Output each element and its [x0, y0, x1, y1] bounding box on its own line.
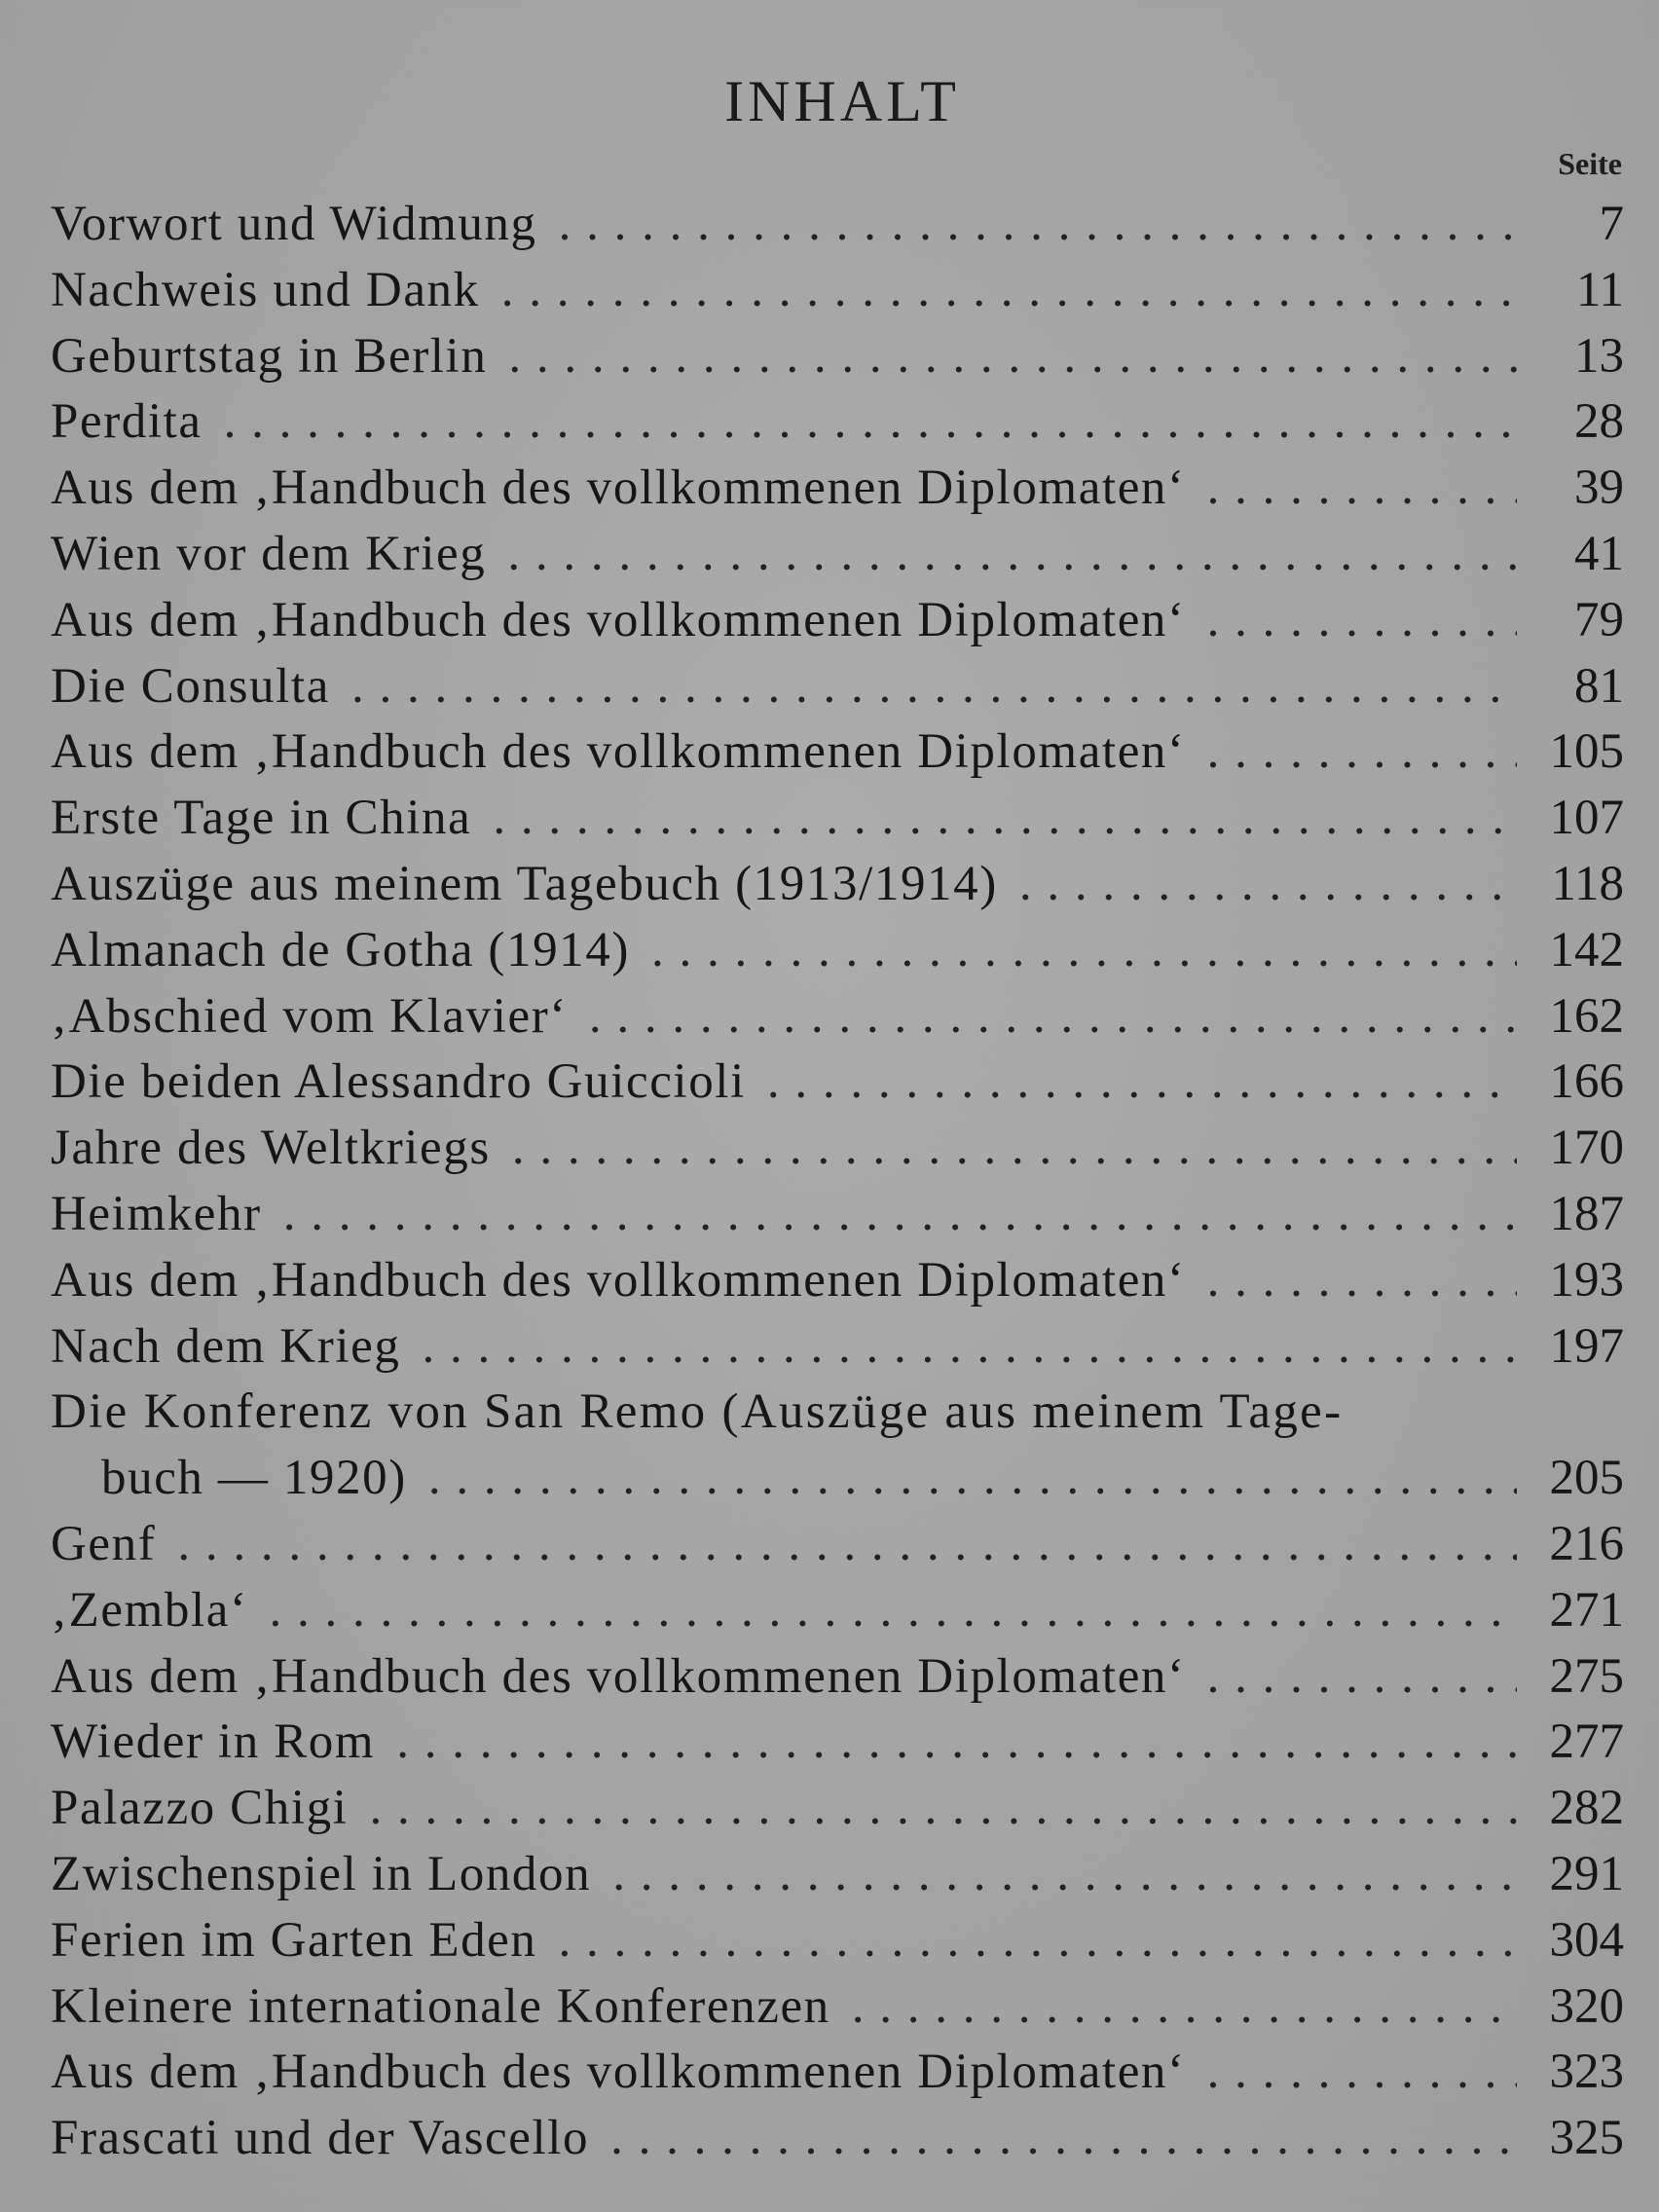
toc-entry [51, 258, 1624, 324]
toc-entry-page: 187 [1549, 1186, 1624, 1241]
toc-entry-title: Die Consulta [51, 658, 330, 714]
dot-leader [1207, 456, 1517, 522]
dot-leader [508, 324, 1517, 390]
toc-entry-page: 28 [1574, 394, 1624, 450]
dot-leader [224, 389, 1517, 456]
toc-entry-page: 216 [1549, 1516, 1624, 1571]
toc-entry [51, 1578, 1624, 1644]
dot-leader [428, 1446, 1517, 1512]
toc-entry-title: Jahre des Weltkriegs [51, 1121, 491, 1176]
toc-entry [51, 654, 1624, 720]
dot-leader [1207, 588, 1517, 654]
toc-entry-title: ‚Abschied vom Klavier‘ [51, 988, 568, 1044]
toc-entry-page: 282 [1549, 1781, 1624, 1836]
toc-entry-page: 193 [1549, 1252, 1624, 1308]
toc-entry [51, 1908, 1624, 1974]
toc-entry-page: 81 [1574, 658, 1624, 714]
toc-entry-page: 170 [1549, 1121, 1624, 1176]
toc-entry-page: 39 [1574, 461, 1624, 516]
toc-entry [51, 1248, 1624, 1314]
toc-entry-page: 271 [1549, 1582, 1624, 1638]
toc-entry-page: 118 [1551, 856, 1624, 911]
dot-leader [507, 522, 1517, 588]
toc-entry-page: 304 [1549, 1912, 1624, 1968]
toc-entry-title: Die beiden Alessandro Guiccioli [51, 1054, 746, 1110]
toc-entry-title: Aus dem ‚Handbuch des vollkommenen Diplomaten‘ [51, 1252, 1186, 1308]
dot-leader [612, 1842, 1517, 1908]
toc-entry-title: Aus dem ‚Handbuch des vollkommenen Diplomaten‘ [51, 1648, 1186, 1704]
toc-entry [51, 192, 1624, 258]
toc-entry [51, 1512, 1624, 1578]
toc-entry [51, 389, 1624, 456]
toc-entry-title: Die Konferenz von San Remo (Auszüge aus meinem Tage- [51, 1384, 1344, 1440]
toc-entry-title: Nach dem Krieg [51, 1318, 401, 1374]
toc-entry-title: Erste Tage in China [51, 791, 472, 846]
table-of-contents [51, 192, 1624, 2172]
dot-leader [1207, 719, 1517, 786]
page-column-header: Seite [1558, 146, 1622, 181]
toc-entry-page: 325 [1549, 2111, 1624, 2166]
toc-entry [51, 2040, 1624, 2106]
dot-leader [559, 1908, 1517, 1974]
toc-entry [51, 1314, 1624, 1381]
dot-leader [270, 1578, 1517, 1644]
dot-leader [1207, 1248, 1517, 1314]
toc-entry-page: 41 [1574, 526, 1624, 581]
toc-entry-page: 197 [1549, 1318, 1624, 1374]
toc-entry-title: Almanach de Gotha (1914) [51, 922, 630, 977]
toc-entry-title: Heimkehr [51, 1186, 262, 1241]
dot-leader [610, 2106, 1517, 2172]
toc-entry-title: Auszüge aus meinem Tagebuch (1913/1914) [51, 856, 998, 911]
dot-leader [422, 1314, 1517, 1381]
dot-leader [283, 1182, 1517, 1248]
toc-entry-page: 162 [1549, 988, 1624, 1044]
toc-entry-title: Zwischenspiel in London [51, 1846, 592, 1901]
toc-entry-title: Nachweis und Dank [51, 262, 480, 317]
toc-entry [51, 1842, 1624, 1908]
toc-entry [51, 456, 1624, 522]
toc-entry-page: 323 [1549, 2045, 1624, 2100]
toc-entry-page: 79 [1574, 592, 1624, 647]
toc-entry [51, 1776, 1624, 1842]
dot-leader [512, 1116, 1517, 1182]
toc-entry [51, 2106, 1624, 2172]
toc-entry [51, 719, 1624, 786]
toc-entry-title: ‚Zembla‘ [51, 1582, 248, 1638]
toc-entry-title-continuation: buch — 1920) [101, 1451, 407, 1506]
dot-leader [177, 1512, 1517, 1578]
toc-entry-page: 166 [1549, 1054, 1624, 1110]
toc-entry-page: 7 [1599, 197, 1624, 251]
toc-entry-continuation [51, 1446, 1624, 1512]
dot-leader [351, 654, 1517, 720]
toc-entry [51, 1710, 1624, 1776]
toc-entry-title: Ferien im Garten Eden [51, 1912, 537, 1968]
toc-entry-title: Frascati und der Vascello [51, 2111, 590, 2166]
toc-entry [51, 1974, 1624, 2041]
dot-leader [501, 258, 1517, 324]
toc-entry-page: 142 [1549, 922, 1624, 977]
dot-leader [493, 786, 1517, 852]
toc-entry [51, 1182, 1624, 1248]
toc-entry-first-line [51, 1380, 1624, 1446]
dot-leader [1019, 852, 1517, 918]
toc-entry [51, 918, 1624, 984]
toc-entry [51, 1050, 1624, 1116]
toc-entry [51, 984, 1624, 1051]
toc-entry-page: 107 [1549, 791, 1624, 846]
toc-entry-title: Vorwort und Widmung [51, 197, 537, 251]
toc-entry [51, 1644, 1624, 1711]
dot-leader [852, 1974, 1517, 2041]
toc-entry-title: Aus dem ‚Handbuch des vollkommenen Diplomaten‘ [51, 2045, 1186, 2100]
toc-entry-title: Kleinere internationale Konferenzen [51, 1978, 830, 2034]
toc-entry-title: Aus dem ‚Handbuch des vollkommenen Diplomaten‘ [51, 461, 1186, 516]
page-title: INHALT [724, 69, 960, 133]
toc-entry-title: Palazzo Chigi [51, 1781, 349, 1836]
toc-entry-title: Perdita [51, 394, 203, 450]
toc-entry-title: Wieder in Rom [51, 1714, 376, 1770]
dot-leader [589, 984, 1517, 1051]
toc-entry-page: 275 [1549, 1648, 1624, 1704]
dot-leader [651, 918, 1517, 984]
toc-entry-title: Wien vor dem Krieg [51, 526, 487, 581]
toc-entry-page: 13 [1574, 328, 1624, 384]
toc-entry-title: Aus dem ‚Handbuch des vollkommenen Diplomaten‘ [51, 592, 1186, 647]
toc-entry [51, 786, 1624, 852]
dot-leader [1207, 1644, 1517, 1711]
toc-entry [51, 522, 1624, 588]
toc-entry [51, 852, 1624, 918]
dot-leader [1207, 2040, 1517, 2106]
toc-entry-page: 11 [1575, 262, 1624, 317]
toc-entry-page: 320 [1549, 1978, 1624, 2034]
toc-entry-title: Genf [51, 1516, 157, 1571]
toc-entry [51, 588, 1624, 654]
dot-leader [559, 192, 1517, 258]
dot-leader [767, 1050, 1517, 1116]
toc-entry [51, 324, 1624, 390]
dot-leader [369, 1776, 1517, 1842]
toc-entry [51, 1116, 1624, 1182]
toc-entry-page: 291 [1549, 1846, 1624, 1901]
toc-entry-page: 205 [1549, 1451, 1624, 1506]
toc-entry-page: 105 [1549, 724, 1624, 780]
toc-entry-page: 277 [1549, 1714, 1624, 1770]
dot-leader [396, 1710, 1517, 1776]
toc-entry-title: Aus dem ‚Handbuch des vollkommenen Diplomaten‘ [51, 724, 1186, 780]
toc-entry-title: Geburtstag in Berlin [51, 328, 488, 384]
